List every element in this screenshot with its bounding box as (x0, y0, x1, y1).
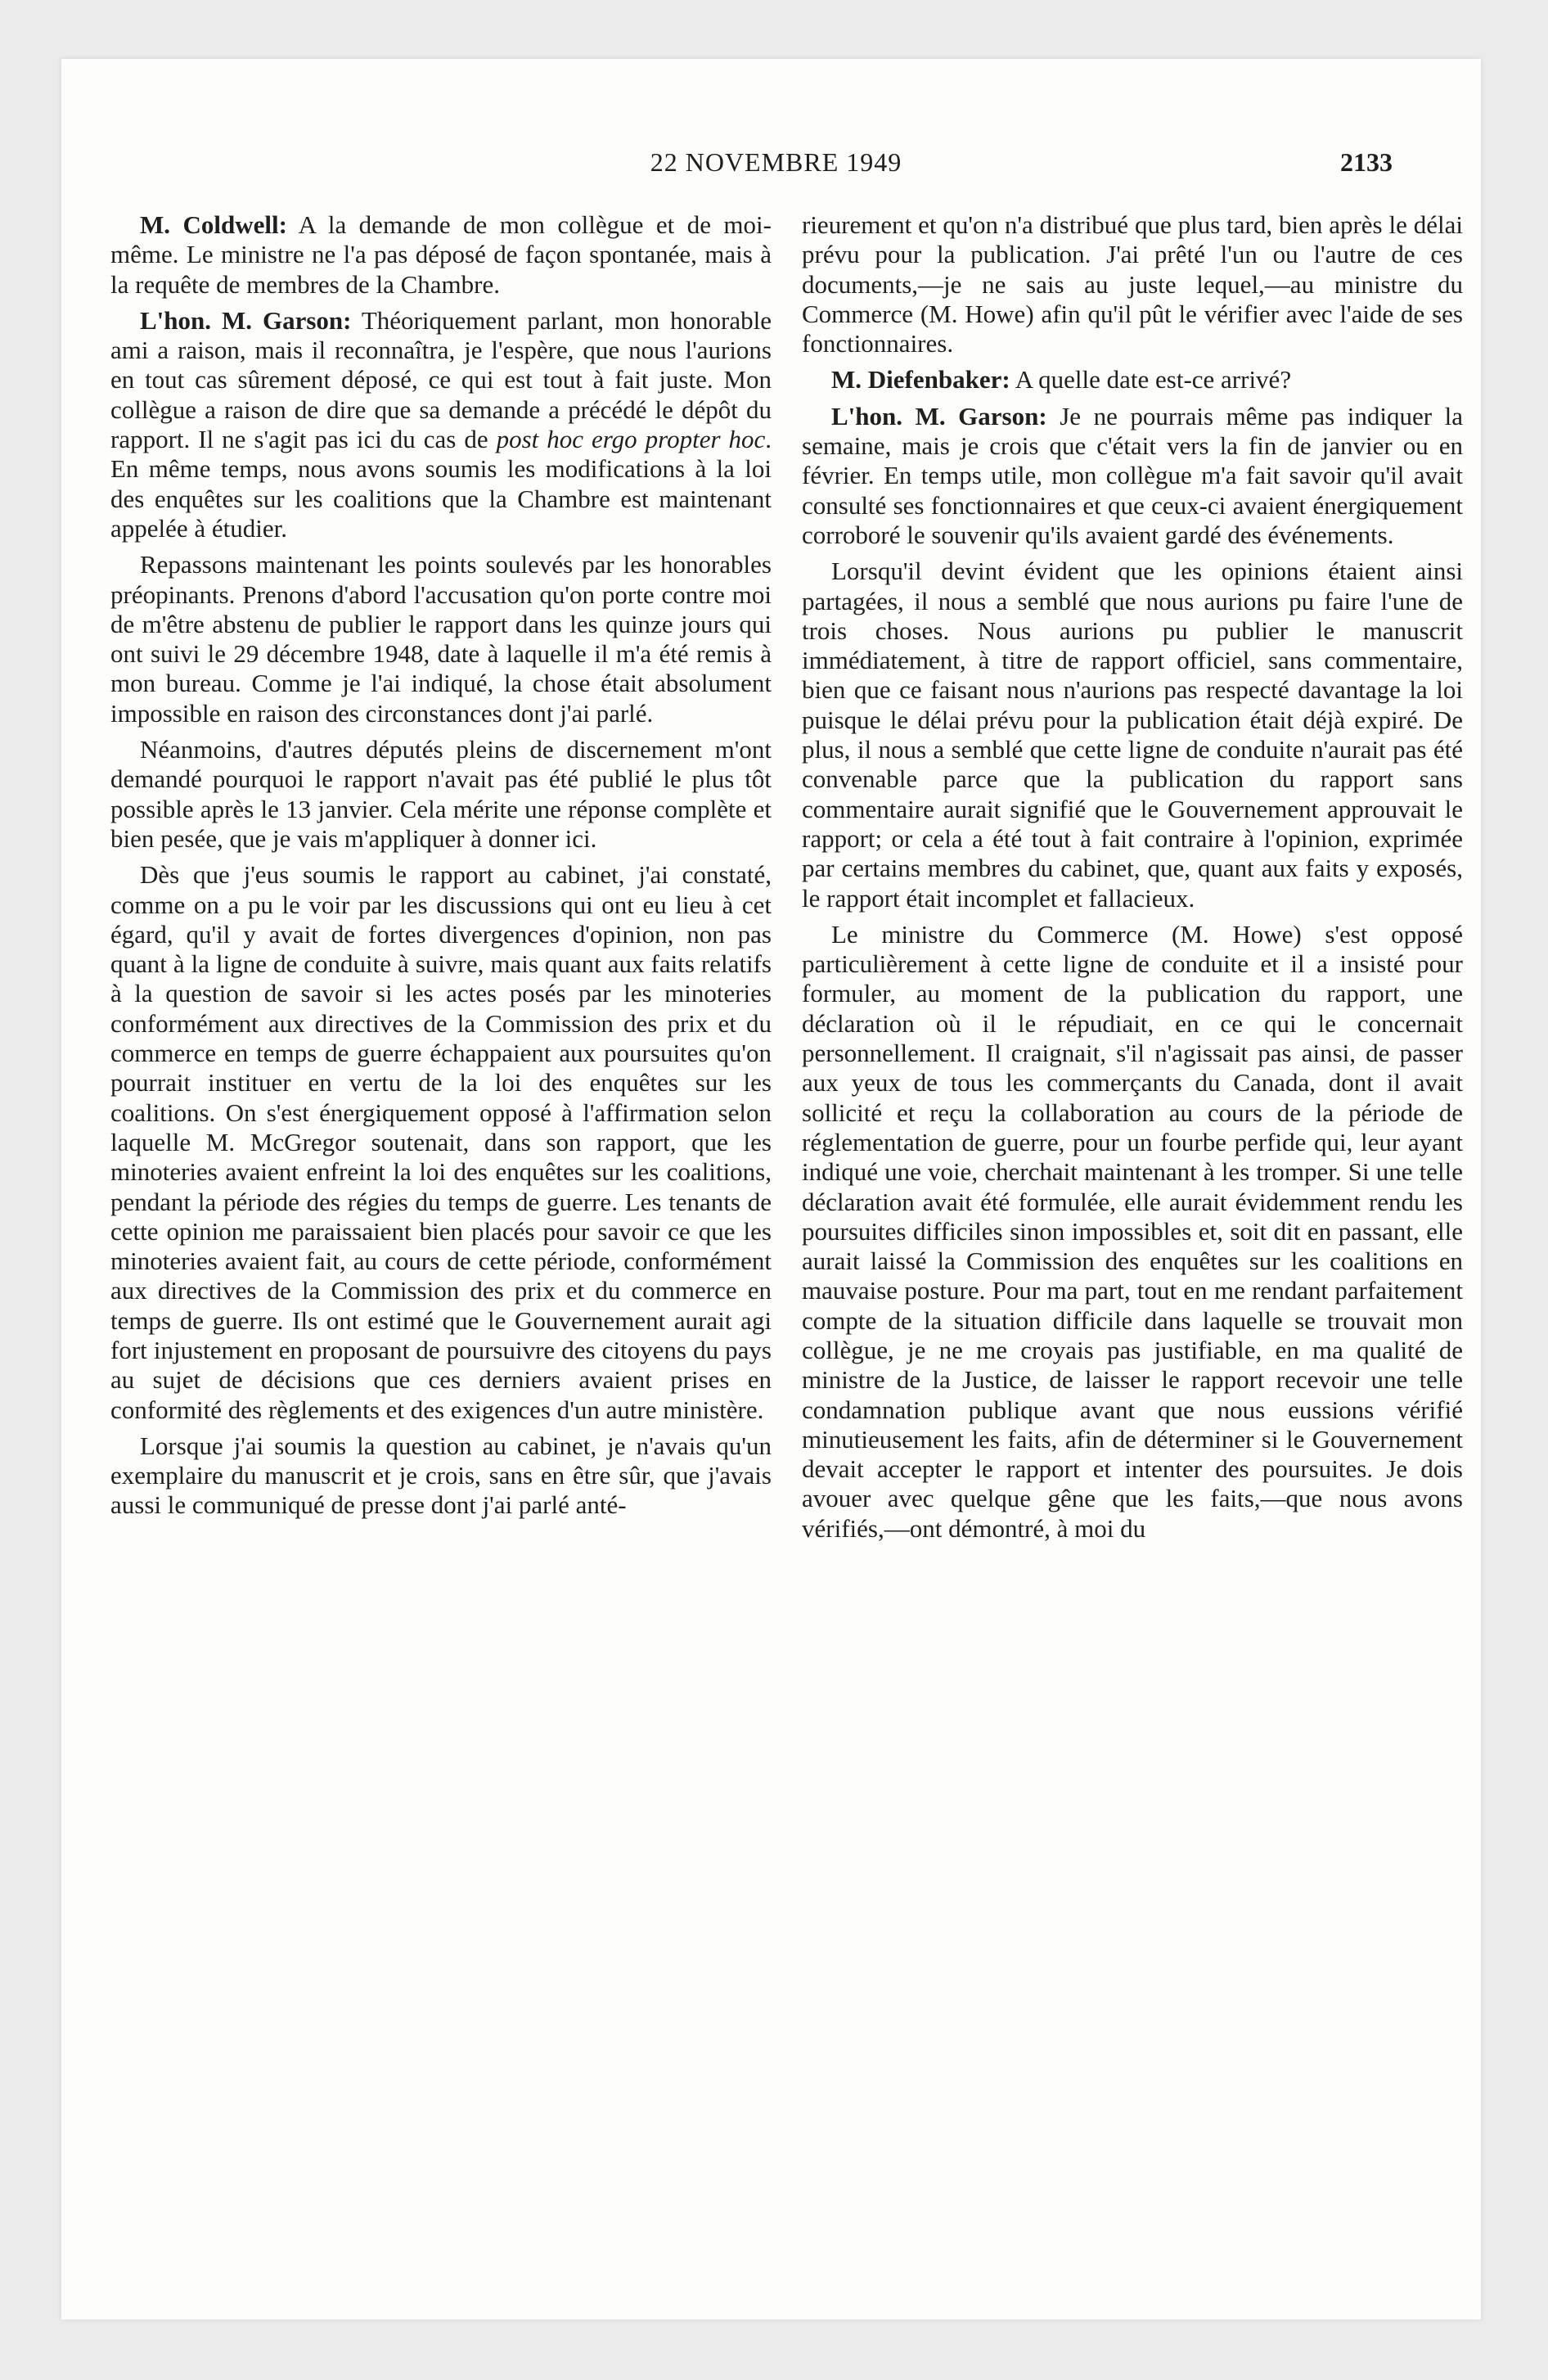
paragraph-garson-1 (110, 306, 772, 543)
paragraph-text: . En même temps, nous avons soumis les modifications à la loi des enquêtes sur les coalitions que la Chambre est maintenant appelée à étudier. (110, 425, 772, 543)
right-column (802, 210, 1463, 1550)
paragraph-text: Néanmoins, d'autres députés pleins de discernement m'ont demandé pourquoi le rapport n'avait pas été publié le plus tôt possible après le 13 janvier. Cela mérite une réponse complète et bien pesée, que je vais m'appliquer à donner ici. (110, 735, 772, 853)
page-number: 2133 (1340, 147, 1393, 177)
paragraph-text: Lorsque j'ai soumis la question au cabinet, je n'avais qu'un exemplaire du manuscrit et je crois, sans en être sûr, que j'avais aussi le communiqué de presse dont j'ai parlé anté- (110, 1431, 772, 1520)
left-column (110, 210, 772, 1527)
paragraph-text: A quelle date est-ce arrivé? (1010, 365, 1292, 394)
paragraph-coldwell (110, 210, 772, 300)
paragraph-text: Lorsqu'il devint évident que les opinions étaient ainsi partagées, il nous a semblé que nous aurions pu faire l'une de trois choses. Nous aurions pu publier le manuscrit immédiatement, à titre de rapport officiel, sans commentaire, bien que ce faisant nous n'aurions pas respecté davantage la loi puisque le délai prévu pour la publication était déjà expiré. De plus, il nous a semblé que cette ligne de conduite n'aurait pas été convenable parce que la publication du rapport sans commentaire aurait signifié que le Gouvernement approuvait le rapport; or cela a été tout à fait contraire à l'opinion, exprimée par certains membres du cabinet, que, quant aux faits y exposés, le rapport était incomplet et fallacieux. (802, 557, 1463, 913)
paragraph-text: A la demande de mon collègue et de moi-même. Le ministre ne l'a pas déposé de façon spontanée, mais à la requête de membres de la Chambre. (110, 210, 772, 299)
paragraph-text: Je ne pourrais même pas indiquer la semaine, mais je crois que c'était vers la fin de janvier ou en février. En temps utile, mon collègue m'a fait savoir qu'il avait consulté ses fonctionnaires et que ceux-ci avaient énergiquement corroboré le souvenir qu'ils avaient gardé des événements. (802, 401, 1463, 549)
latin-phrase: post hoc ergo propter hoc (496, 425, 766, 454)
speaker-name: M. Coldwell: (140, 210, 287, 239)
paragraph-text: Dès que j'eus soumis le rapport au cabinet, j'ai constaté, comme on a pu le voir par les discussions qui ont eu lieu à cet égard, qu'il y avait de fortes divergences d'opinion, non pas quant à la ligne de conduite à suivre, mais quant aux faits relatifs à la question de savoir si les actes posés par les minoteries conformément aux directives de la Commission des prix et du commerce en temps de guerre échappaient aux poursuites qu'on pourrait instituer en vertu de la loi des enquêtes sur les coalitions. On s'est énergiquement opposé à l'affirmation selon laquelle M. McGregor soutenait, dans son rapport, que les minoteries avaient enfreint la loi des enquêtes sur les coalitions, pendant la période des régies du temps de guerre. Les tenants de cette opinion me paraissaient bien placés pour savoir ce que les minoteries avaient fait, au cours de cette période, conformément aux directives de la Commission des prix et du commerce en temps de guerre. Ils ont estimé que le Gouvernement aurait agi fort injustement en proposant de poursuivre des citoyens du pays au sujet de décisions que ces derniers avaient prises en conformité des règlements et des exigences d'un autre ministère. (110, 860, 772, 1424)
paragraph-diefenbaker (802, 365, 1463, 394)
paragraph-text: Repassons maintenant les points soulevés par les honorables préopinants. Prenons d'abord l'accusation qu'on porte contre moi de m'être abstenu de publier le rapport dans les quinze jours qui ont suivi le 29 décembre 1948, date à laquelle il m'a été remis à mon bureau. Comme je l'ai indiqué, la chose était absolument impossible en raison des circonstances dont j'ai parlé. (110, 550, 772, 728)
scanned-page (61, 59, 1481, 2319)
paragraph-continued: rieurement et qu'on n'a distribué que plus tard, bien après le délai prévu pour la publication. J'ai prêté l'un ou l'autre de ces documents,—je ne sais au juste lequel,—au ministre du Commerce (M. Howe) afin qu'il pût le vérifier avec l'aide de ses fonctionnaires. (802, 210, 1463, 358)
speaker-name: M. Diefenbaker: (831, 365, 1010, 394)
paragraph-text: Théoriquement parlant, mon honorable ami a raison, mais il reconnaîtra, je l'espère, que nous l'aurions en tout cas sûrement déposé, ce qui est tout à fait juste. Mon collègue a raison de dire que sa demande a précédé le dépôt du rapport. Il ne s'agit pas ici du cas de (110, 305, 772, 454)
paragraph-garson-2 (802, 402, 1463, 550)
speaker-name: L'hon. M. Garson: (140, 305, 352, 335)
header-date: 22 NOVEMBRE 1949 (650, 147, 902, 177)
running-header (160, 147, 1393, 188)
speaker-name: L'hon. M. Garson: (831, 401, 1047, 430)
paragraph-text: Le ministre du Commerce (M. Howe) s'est opposé particulièrement à cette ligne de conduite et il a insisté pour formuler, au moment de la publication du rapport, une déclaration où il le répudiait, en ce qui le concernait personnellement. Il craignait, s'il n'agissait pas ainsi, de passer aux yeux de tous les commerçants du Canada, dont il avait sollicité et reçu la collaboration au cours de la période de réglementation de guerre, pour un fourbe perfide qui, leur ayant indiqué une voie, cherchait maintenant à les tromper. Si une telle déclaration avait été formulée, elle aurait évidemment rendu les poursuites difficiles sinon impossibles et, soit dit en passant, elle aurait laissé la Commission des enquêtes sur les coalitions en mauvaise posture. Pour ma part, tout en me rendant parfaitement compte de la situation difficile dans laquelle se trouvait mon collègue, je ne me croyais pas justifiable, en ma qualité de ministre de la Justice, de laisser le rapport recevoir une telle condamnation publique avant que nous eussions vérifié minutieusement les faits, afin de déterminer si le Gouvernement devait accepter le rapport et intenter des poursuites. Je dois avouer avec quelque gêne que les faits,—que nous avons vérifiés,—ont démontré, à moi du (802, 919, 1463, 1543)
